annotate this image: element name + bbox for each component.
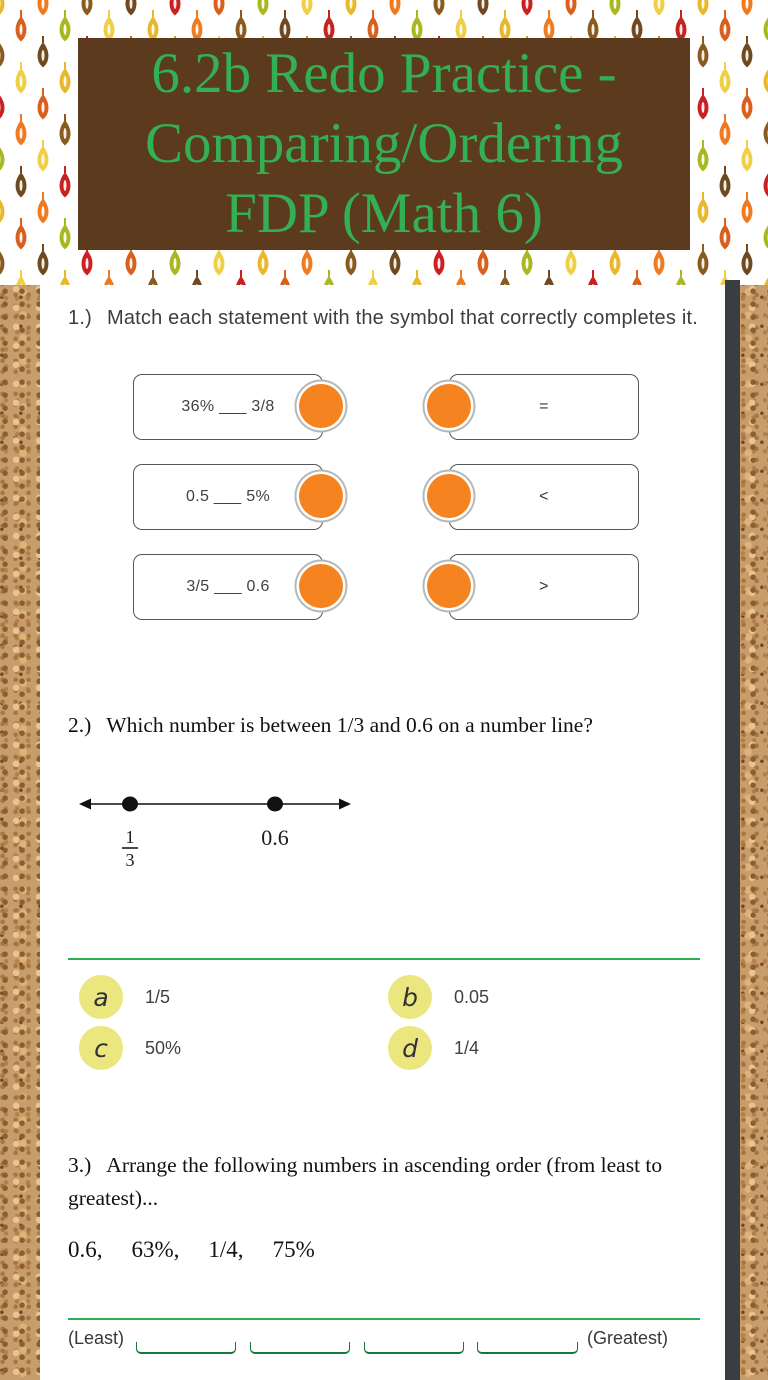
leaf-ornament-icon xyxy=(696,36,710,68)
question-3-number: 3.) xyxy=(68,1152,92,1177)
leaf-ornament-icon xyxy=(432,0,446,16)
leaf-ornament-icon xyxy=(58,10,72,42)
answer-blank-4[interactable] xyxy=(477,1342,578,1354)
leaf-ornament-icon xyxy=(762,270,768,285)
option-c-label[interactable]: 50% xyxy=(145,1038,182,1058)
match-statement-box-2: 0.5 ___ 5% xyxy=(133,464,323,530)
greatest-label: (Greatest) xyxy=(587,1328,669,1348)
card-shadow-strip xyxy=(725,280,740,1380)
number-item: 63%, xyxy=(131,1237,180,1262)
leaf-ornament-icon xyxy=(520,0,534,16)
question-3-prompt: 3.) Arrange the following numbers in ascending order (from least to greatest)... xyxy=(68,1152,663,1210)
leaf-ornament-icon xyxy=(14,62,28,94)
leaf-ornament-icon xyxy=(58,62,72,94)
leaf-ornament-icon xyxy=(740,140,754,172)
match-connector-symbol-3[interactable] xyxy=(427,564,471,608)
leaf-ornament-icon xyxy=(58,114,72,146)
leaf-ornament-icon xyxy=(212,0,226,16)
leaf-ornament-icon xyxy=(0,36,6,68)
leaf-ornament-icon xyxy=(586,270,600,285)
leaf-ornament-icon xyxy=(740,88,754,120)
leaf-ornament-icon xyxy=(102,270,116,285)
leaf-ornament-icon xyxy=(344,0,358,16)
option-c-badge[interactable]: c xyxy=(79,1026,123,1070)
leaf-ornament-icon xyxy=(608,0,622,16)
number-line-label-denominator: 3 xyxy=(125,850,135,870)
leaf-ornament-icon xyxy=(718,218,732,250)
leaf-ornament-icon xyxy=(630,270,644,285)
leaf-ornament-icon xyxy=(36,88,50,120)
match-symbol-box-2: < xyxy=(449,464,639,530)
leaf-ornament-icon xyxy=(696,0,710,16)
leaf-ornament-icon xyxy=(696,244,710,276)
leaf-ornament-icon xyxy=(740,36,754,68)
worksheet-title-box xyxy=(78,38,690,250)
match-statement-box-3: 3/5 ___ 0.6 xyxy=(133,554,323,620)
worksheet-card xyxy=(40,285,727,1380)
leaf-ornament-icon xyxy=(146,270,160,285)
answer-blank-3[interactable] xyxy=(364,1342,464,1354)
number-line-label-numerator: 1 xyxy=(125,827,135,847)
leaf-ornament-icon xyxy=(674,270,688,285)
least-label: (Least) xyxy=(68,1328,125,1348)
leaf-ornament-icon xyxy=(300,0,314,16)
question-1-number: 1.) xyxy=(68,307,92,329)
leaf-ornament-icon xyxy=(0,88,6,120)
leaf-ornament-icon xyxy=(476,0,490,16)
leaf-ornament-icon xyxy=(718,166,732,198)
leaf-ornament-icon xyxy=(58,218,72,250)
match-connector-symbol-2[interactable] xyxy=(427,474,471,518)
option-b-label[interactable]: 0.05 xyxy=(454,987,490,1007)
question-3-numbers xyxy=(68,1237,315,1263)
question-2-prompt: 2.) Which number is between 1/3 and 0.6 on a number line? xyxy=(68,712,593,737)
option-d-badge[interactable]: d xyxy=(388,1026,432,1070)
leaf-ornament-icon xyxy=(762,62,768,94)
worksheet-title: Comparing/Ordering xyxy=(144,112,624,175)
leaf-ornament-icon xyxy=(410,270,424,285)
leaf-ornament-icon xyxy=(388,0,402,16)
leaf-ornament-icon xyxy=(36,140,50,172)
leaf-ornament-icon xyxy=(58,166,72,198)
match-symbol-box-1: = xyxy=(449,374,639,440)
leaf-ornament-icon xyxy=(740,192,754,224)
leaf-ornament-icon xyxy=(36,192,50,224)
answer-blank-2[interactable] xyxy=(250,1342,350,1354)
number-item: 1/4, xyxy=(208,1237,244,1262)
leaf-ornament-icon xyxy=(696,192,710,224)
leaf-ornament-icon xyxy=(542,270,556,285)
leaf-ornament-icon xyxy=(256,0,270,16)
option-b-badge[interactable]: b xyxy=(388,975,432,1019)
leaf-ornament-icon xyxy=(14,114,28,146)
option-a-label[interactable]: 1/5 xyxy=(145,987,171,1007)
leaf-ornament-icon xyxy=(652,0,666,16)
leaf-ornament-icon xyxy=(0,192,6,224)
leaf-ornament-icon xyxy=(740,244,754,276)
match-connector-symbol-1[interactable] xyxy=(427,384,471,428)
leaf-ornament-icon xyxy=(14,270,28,285)
match-connector-statement-3[interactable] xyxy=(299,564,343,608)
option-a-badge[interactable]: a xyxy=(79,975,123,1019)
ordering-divider xyxy=(68,1318,700,1320)
leaf-ornament-icon xyxy=(190,270,204,285)
leaf-ornament-icon xyxy=(0,140,6,172)
leaf-ornament-icon xyxy=(718,114,732,146)
leaf-ornament-icon xyxy=(718,62,732,94)
leaf-ornament-icon xyxy=(278,270,292,285)
leaf-ornament-icon xyxy=(124,0,138,16)
leaf-ornament-icon xyxy=(14,10,28,42)
number-line-point-0.6 xyxy=(267,797,283,812)
leaf-ornament-icon xyxy=(762,218,768,250)
leaf-ornament-icon xyxy=(762,166,768,198)
number-line-figure xyxy=(75,775,405,885)
number-line-point-one-third xyxy=(122,797,138,812)
option-d-label[interactable]: 1/4 xyxy=(454,1038,480,1058)
header-banner xyxy=(0,0,768,285)
number-item: 0.6, xyxy=(68,1237,103,1262)
question-1-prompt: 1.) Match each statement with the symbol that correctly completes it. xyxy=(68,307,698,329)
leaf-ornament-icon xyxy=(322,270,336,285)
match-connector-statement-1[interactable] xyxy=(299,384,343,428)
leaf-ornament-icon xyxy=(564,0,578,16)
answers-divider xyxy=(68,958,700,960)
worksheet-title: FDP (Math 6) xyxy=(225,182,543,245)
leaf-ornament-icon xyxy=(36,244,50,276)
leaf-ornament-icon xyxy=(696,140,710,172)
match-statement-box-1: 36% ___ 3/8 xyxy=(133,374,323,440)
leaf-ornament-icon xyxy=(36,0,50,16)
leaf-ornament-icon xyxy=(762,10,768,42)
leaf-ornament-icon xyxy=(234,270,248,285)
leaf-ornament-icon xyxy=(14,166,28,198)
leaf-ornament-icon xyxy=(762,114,768,146)
number-line-label-0.6: 0.6 xyxy=(261,825,289,850)
leaf-ornament-icon xyxy=(696,88,710,120)
leaf-ornament-icon xyxy=(168,0,182,16)
match-connector-statement-2[interactable] xyxy=(299,474,343,518)
leaf-ornament-icon xyxy=(454,270,468,285)
leaf-ornament-icon xyxy=(0,0,6,16)
number-item: 75% xyxy=(272,1237,315,1262)
question-2-number: 2.) xyxy=(68,712,92,737)
match-symbol-box-3: > xyxy=(449,554,639,620)
leaf-ornament-icon xyxy=(498,270,512,285)
leaf-ornament-icon xyxy=(36,36,50,68)
leaf-ornament-icon xyxy=(14,218,28,250)
leaf-ornament-icon xyxy=(740,0,754,16)
answer-blank-1[interactable] xyxy=(136,1342,236,1354)
leaf-ornament-icon xyxy=(366,270,380,285)
leaf-ornament-icon xyxy=(58,270,72,285)
leaf-ornament-icon xyxy=(80,0,94,16)
leaf-ornament-icon xyxy=(718,10,732,42)
leaf-ornament-icon xyxy=(0,244,6,276)
worksheet-title: 6.2b Redo Practice - xyxy=(151,42,617,105)
